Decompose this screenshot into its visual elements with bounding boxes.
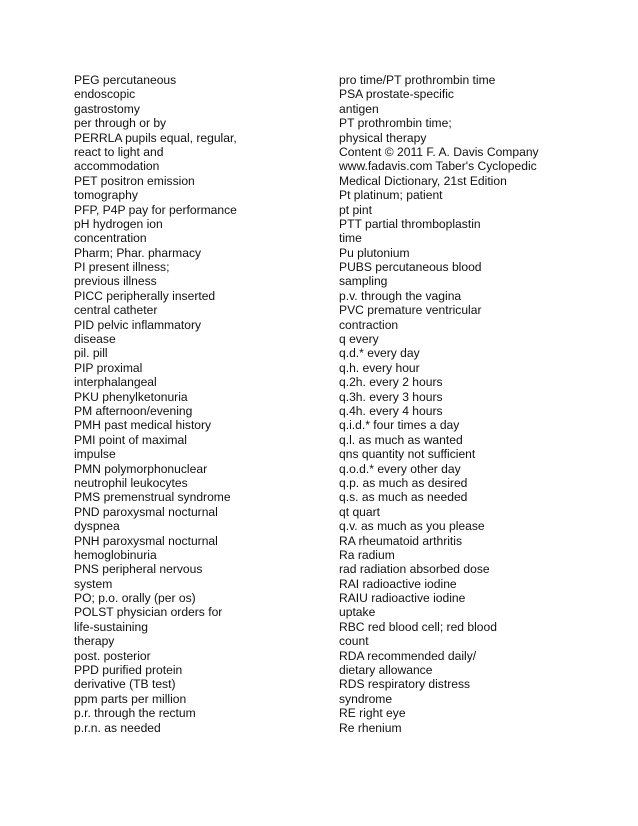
abbreviation-line: PICC peripherally inserted [74,288,216,303]
abbreviation-line: PT prothrombin time; [339,116,452,131]
abbreviation-line: dyspnea [74,519,120,534]
abbreviation-line: PMN polymorphonuclear [74,461,208,476]
abbreviation-line: PPD purified protein [74,663,183,678]
abbreviation-line: antigen [339,101,379,116]
abbreviation-line: PMI point of maximal [74,432,187,447]
abbreviation-line: RBC red blood cell; red blood [339,619,497,634]
abbreviation-line: PID pelvic inflammatory [74,317,202,332]
abbreviation-line: endoscopic [74,87,136,102]
abbreviation-line: impulse [74,447,116,462]
abbreviation-line: ppm parts per million [74,691,187,706]
abbreviation-line: time [339,231,362,246]
abbreviation-line: p.v. through the vagina [339,288,462,303]
abbreviation-line: q.p. as much as desired [339,475,468,490]
abbreviation-line: q.3h. every 3 hours [339,389,443,404]
abbreviation-line: q.4h. every 4 hours [339,403,443,418]
abbreviation-line: PKU phenylketonuria [74,389,188,404]
abbreviation-line: pt pint [339,202,372,217]
abbreviation-line: disease [74,332,116,347]
abbreviation-line: q.v. as much as you please [339,519,485,534]
abbreviation-line: PND paroxysmal nocturnal [74,504,218,519]
abbreviation-line: q.o.d.* every other day [339,461,461,476]
abbreviation-line: Re rhenium [339,720,402,735]
abbreviation-line: PI present illness; [74,260,170,275]
abbreviation-line: Pt platinum; patient [339,188,443,203]
abbreviation-line: uptake [339,605,376,620]
abbreviation-line: Medical Dictionary, 21st Edition [339,173,507,188]
abbreviation-line: pil. pill [74,346,108,361]
abbreviation-line: pH hydrogen ion [74,216,163,231]
right-column [339,73,609,735]
abbreviation-line: life-sustaining [74,619,148,634]
abbreviation-line: PERRLA pupils equal, regular, [74,130,237,145]
abbreviation-line: qns quantity not sufficient [339,447,476,462]
abbreviation-line: contraction [339,317,399,332]
abbreviation-line: Pharm; Phar. pharmacy [74,245,202,260]
abbreviation-line: derivative (TB test) [74,677,176,692]
abbreviation-line: POLST physician orders for [74,605,223,620]
abbreviation-line: RAIU radioactive iodine [339,591,466,606]
abbreviation-line: PFP, P4P pay for performance [74,202,237,217]
abbreviation-line: pro time/PT prothrombin time [339,73,496,87]
abbreviation-line: interphalangeal [74,375,157,390]
abbreviation-line: q.h. every hour [339,360,420,375]
abbreviation-line: concentration [74,231,147,246]
abbreviation-line: gastrostomy [74,101,140,116]
abbreviation-line: physical therapy [339,130,427,145]
abbreviation-line: rad radiation absorbed dose [339,562,490,577]
abbreviation-line: dietary allowance [339,663,433,678]
abbreviation-line: count [339,634,369,649]
abbreviation-line: p.r.n. as needed [74,720,161,735]
abbreviation-line: Pu plutonium [339,245,410,260]
abbreviation-line: tomography [74,188,138,203]
abbreviation-line: www.fadavis.com Taber's Cyclopedic [339,159,537,174]
abbreviation-line: q every [339,332,379,347]
abbreviation-line: RDS respiratory distress [339,677,471,692]
abbreviation-line: PSA prostate-specific [339,87,454,102]
abbreviation-line: q.i.d.* four times a day [339,418,460,433]
abbreviation-line: PEG percutaneous [74,73,177,87]
abbreviation-line: p.r. through the rectum [74,706,196,721]
abbreviation-line: sampling [339,274,388,289]
abbreviation-line: hemoglobinuria [74,547,157,562]
abbreviation-line: PO; p.o. orally (per os) [74,591,196,606]
abbreviation-line: q.l. as much as wanted [339,432,463,447]
abbreviation-line: qt quart [339,504,381,519]
abbreviation-line: RAI radioactive iodine [339,576,457,591]
abbreviation-line: q.2h. every 2 hours [339,375,443,390]
abbreviation-line: PMH past medical history [74,418,212,433]
abbreviation-line: previous illness [74,274,157,289]
abbreviation-line: PVC premature ventricular [339,303,482,318]
abbreviation-line: Ra radium [339,547,395,562]
abbreviation-line: PIP proximal [74,360,143,375]
abbreviation-line: PMS premenstrual syndrome [74,490,231,505]
abbreviation-line: PNH paroxysmal nocturnal [74,533,218,548]
abbreviation-line: syndrome [339,691,393,706]
abbreviation-line: RDA recommended daily/ [339,648,477,663]
abbreviation-line: RE right eye [339,706,406,721]
abbreviation-line: PNS peripheral nervous [74,562,203,577]
abbreviation-line: PUBS percutaneous blood [339,260,482,275]
abbreviation-line: q.d.* every day [339,346,420,361]
abbreviation-line: per through or by [74,116,167,131]
abbreviation-line: PTT partial thromboplastin [339,216,481,231]
abbreviation-line: PM afternoon/evening [74,403,193,418]
abbreviation-line: system [74,576,113,591]
abbreviation-line: RA rheumatoid arthritis [339,533,463,548]
abbreviation-line: accommodation [74,159,160,174]
abbreviation-line: central catheter [74,303,158,318]
abbreviation-line: q.s. as much as needed [339,490,468,505]
abbreviation-line: Content © 2011 F. A. Davis Company [339,144,539,159]
abbreviation-line: post. posterior [74,648,151,663]
abbreviation-line: neutrophil leukocytes [74,475,188,490]
left-column [74,73,324,735]
abbreviation-line: PET positron emission [74,173,195,188]
abbreviation-line: react to light and [74,144,164,159]
abbreviation-line: therapy [74,634,115,649]
